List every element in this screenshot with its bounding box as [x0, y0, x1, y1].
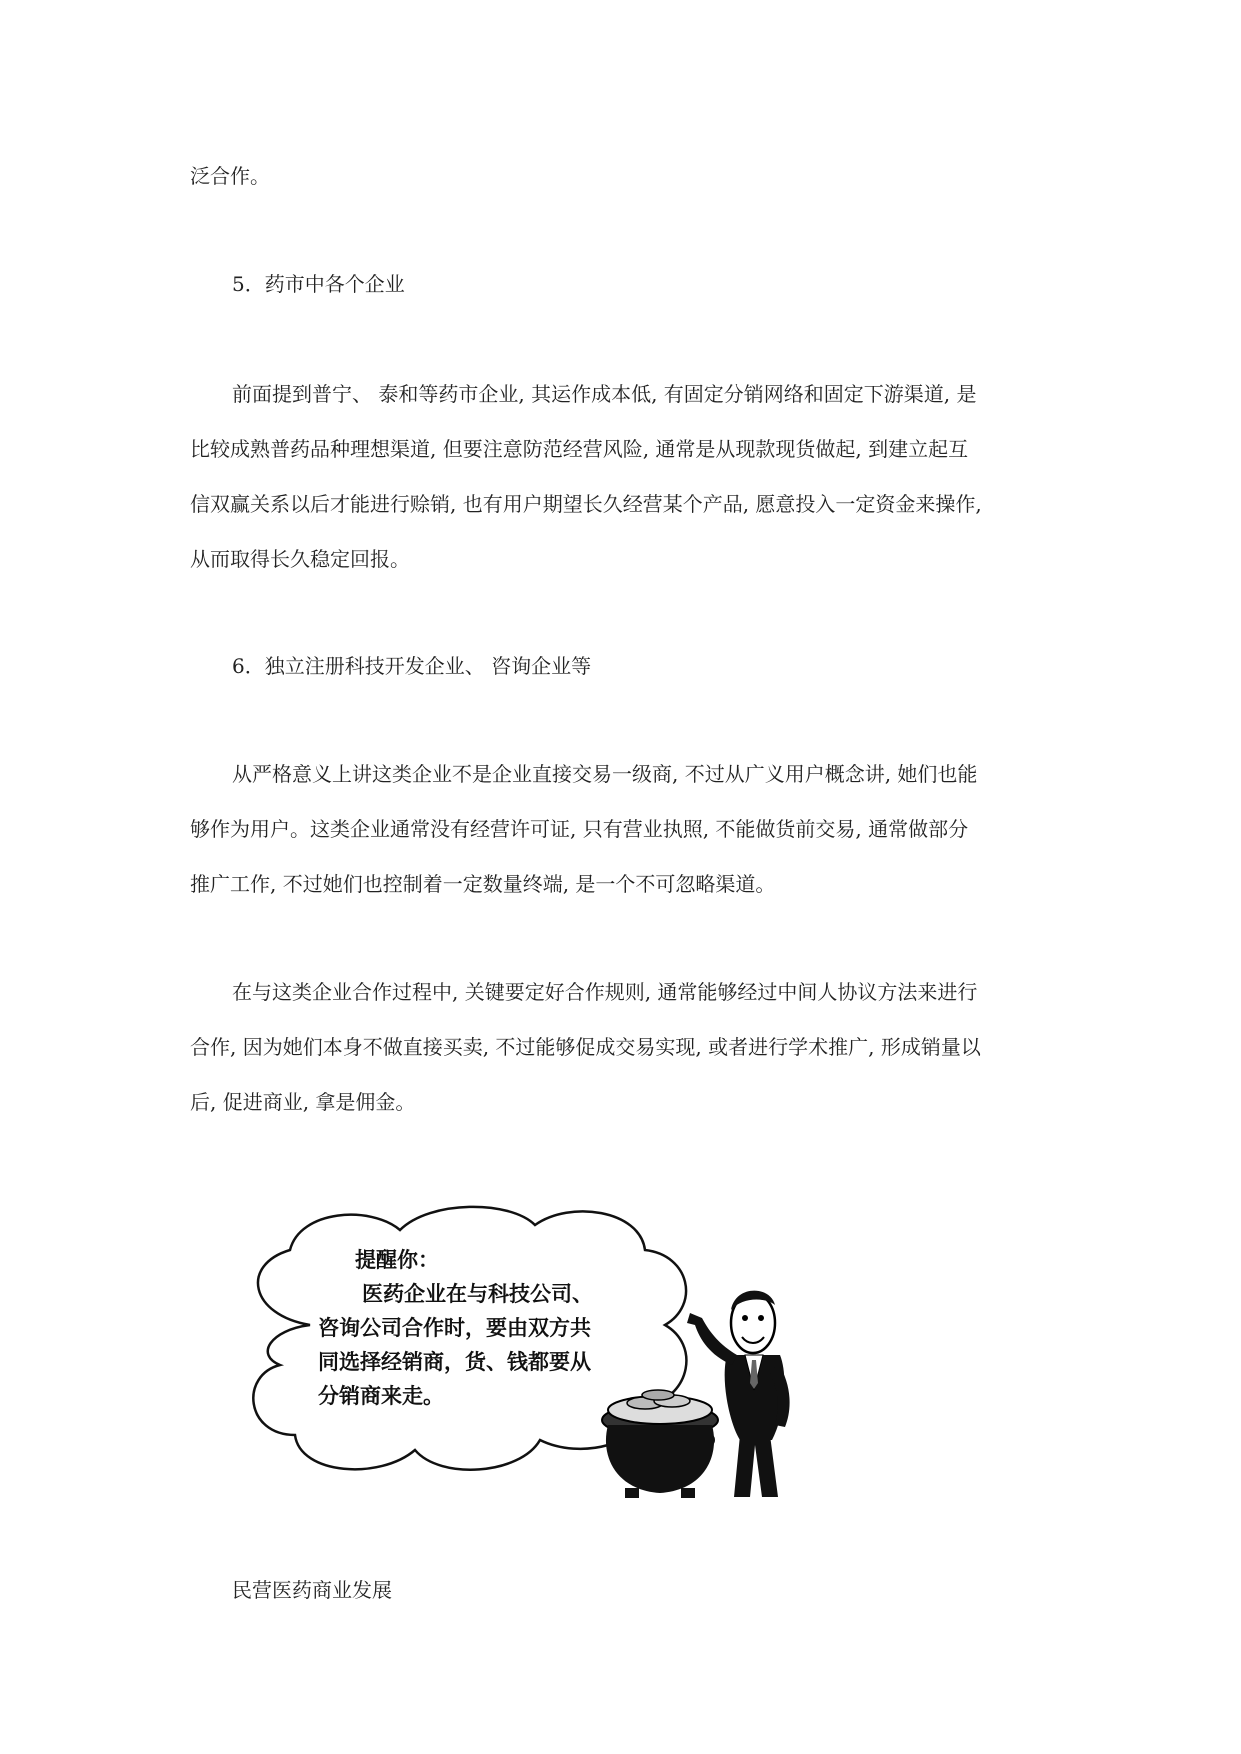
paragraph-line: 从严格意义上讲这类企业不是企业直接交易一级商, 不过从广义用户概念讲, 她们也能 [232, 762, 978, 786]
section-heading: 民营医药商业发展 [232, 1578, 392, 1602]
bubble-line: 医药企业在与科技公司、 [362, 1282, 593, 1306]
section-heading-5: 5．药市中各个企业 [232, 272, 405, 296]
bubble-title: 提醒你： [355, 1248, 439, 1272]
bubble-line: 咨询公司合作时，要由双方共 [318, 1316, 591, 1340]
paragraph-line: 前面提到普宁、 泰和等药市企业, 其运作成本低, 有固定分销网络和固定下游渠道, 是 [232, 382, 977, 406]
paragraph-line: 信双赢关系以后才能进行赊销, 也有用户期望长久经营某个产品, 愿意投入一定资金来操作, [190, 492, 982, 516]
bubble-line: 分销商来走。 [318, 1384, 444, 1408]
paragraph-line: 推广工作, 不过她们也控制着一定数量终端, 是一个不可忽略渠道。 [190, 872, 776, 896]
cartoon-illustration [240, 1205, 820, 1505]
paragraph-line: 合作, 因为她们本身不做直接买卖, 不过能够促成交易实现, 或者进行学术推广, 形成销量以 [190, 1035, 981, 1059]
bubble-line: 同选择经销商，货、钱都要从 [318, 1350, 591, 1374]
money-pot-icon [602, 1390, 718, 1498]
paragraph-line: 够作为用户。这类企业通常没有经营许可证, 只有营业执照, 不能做货前交易, 通常做部分 [190, 817, 969, 841]
paragraph-line: 比较成熟普药品种理想渠道, 但要注意防范经营风险, 通常是从现款现货做起, 到建立起互 [190, 437, 969, 461]
paragraph-line: 从而取得长久稳定回报。 [190, 547, 410, 571]
section-heading-6: 6．独立注册科技开发企业、 咨询企业等 [232, 654, 592, 678]
paragraph-line: 后, 促进商业, 拿是佣金。 [190, 1090, 416, 1114]
paragraph-line: 在与这类企业合作过程中, 关键要定好合作规则, 通常能够经过中间人协议方法来进行 [232, 980, 978, 1004]
paragraph-continuation: 泛合作。 [190, 164, 270, 188]
